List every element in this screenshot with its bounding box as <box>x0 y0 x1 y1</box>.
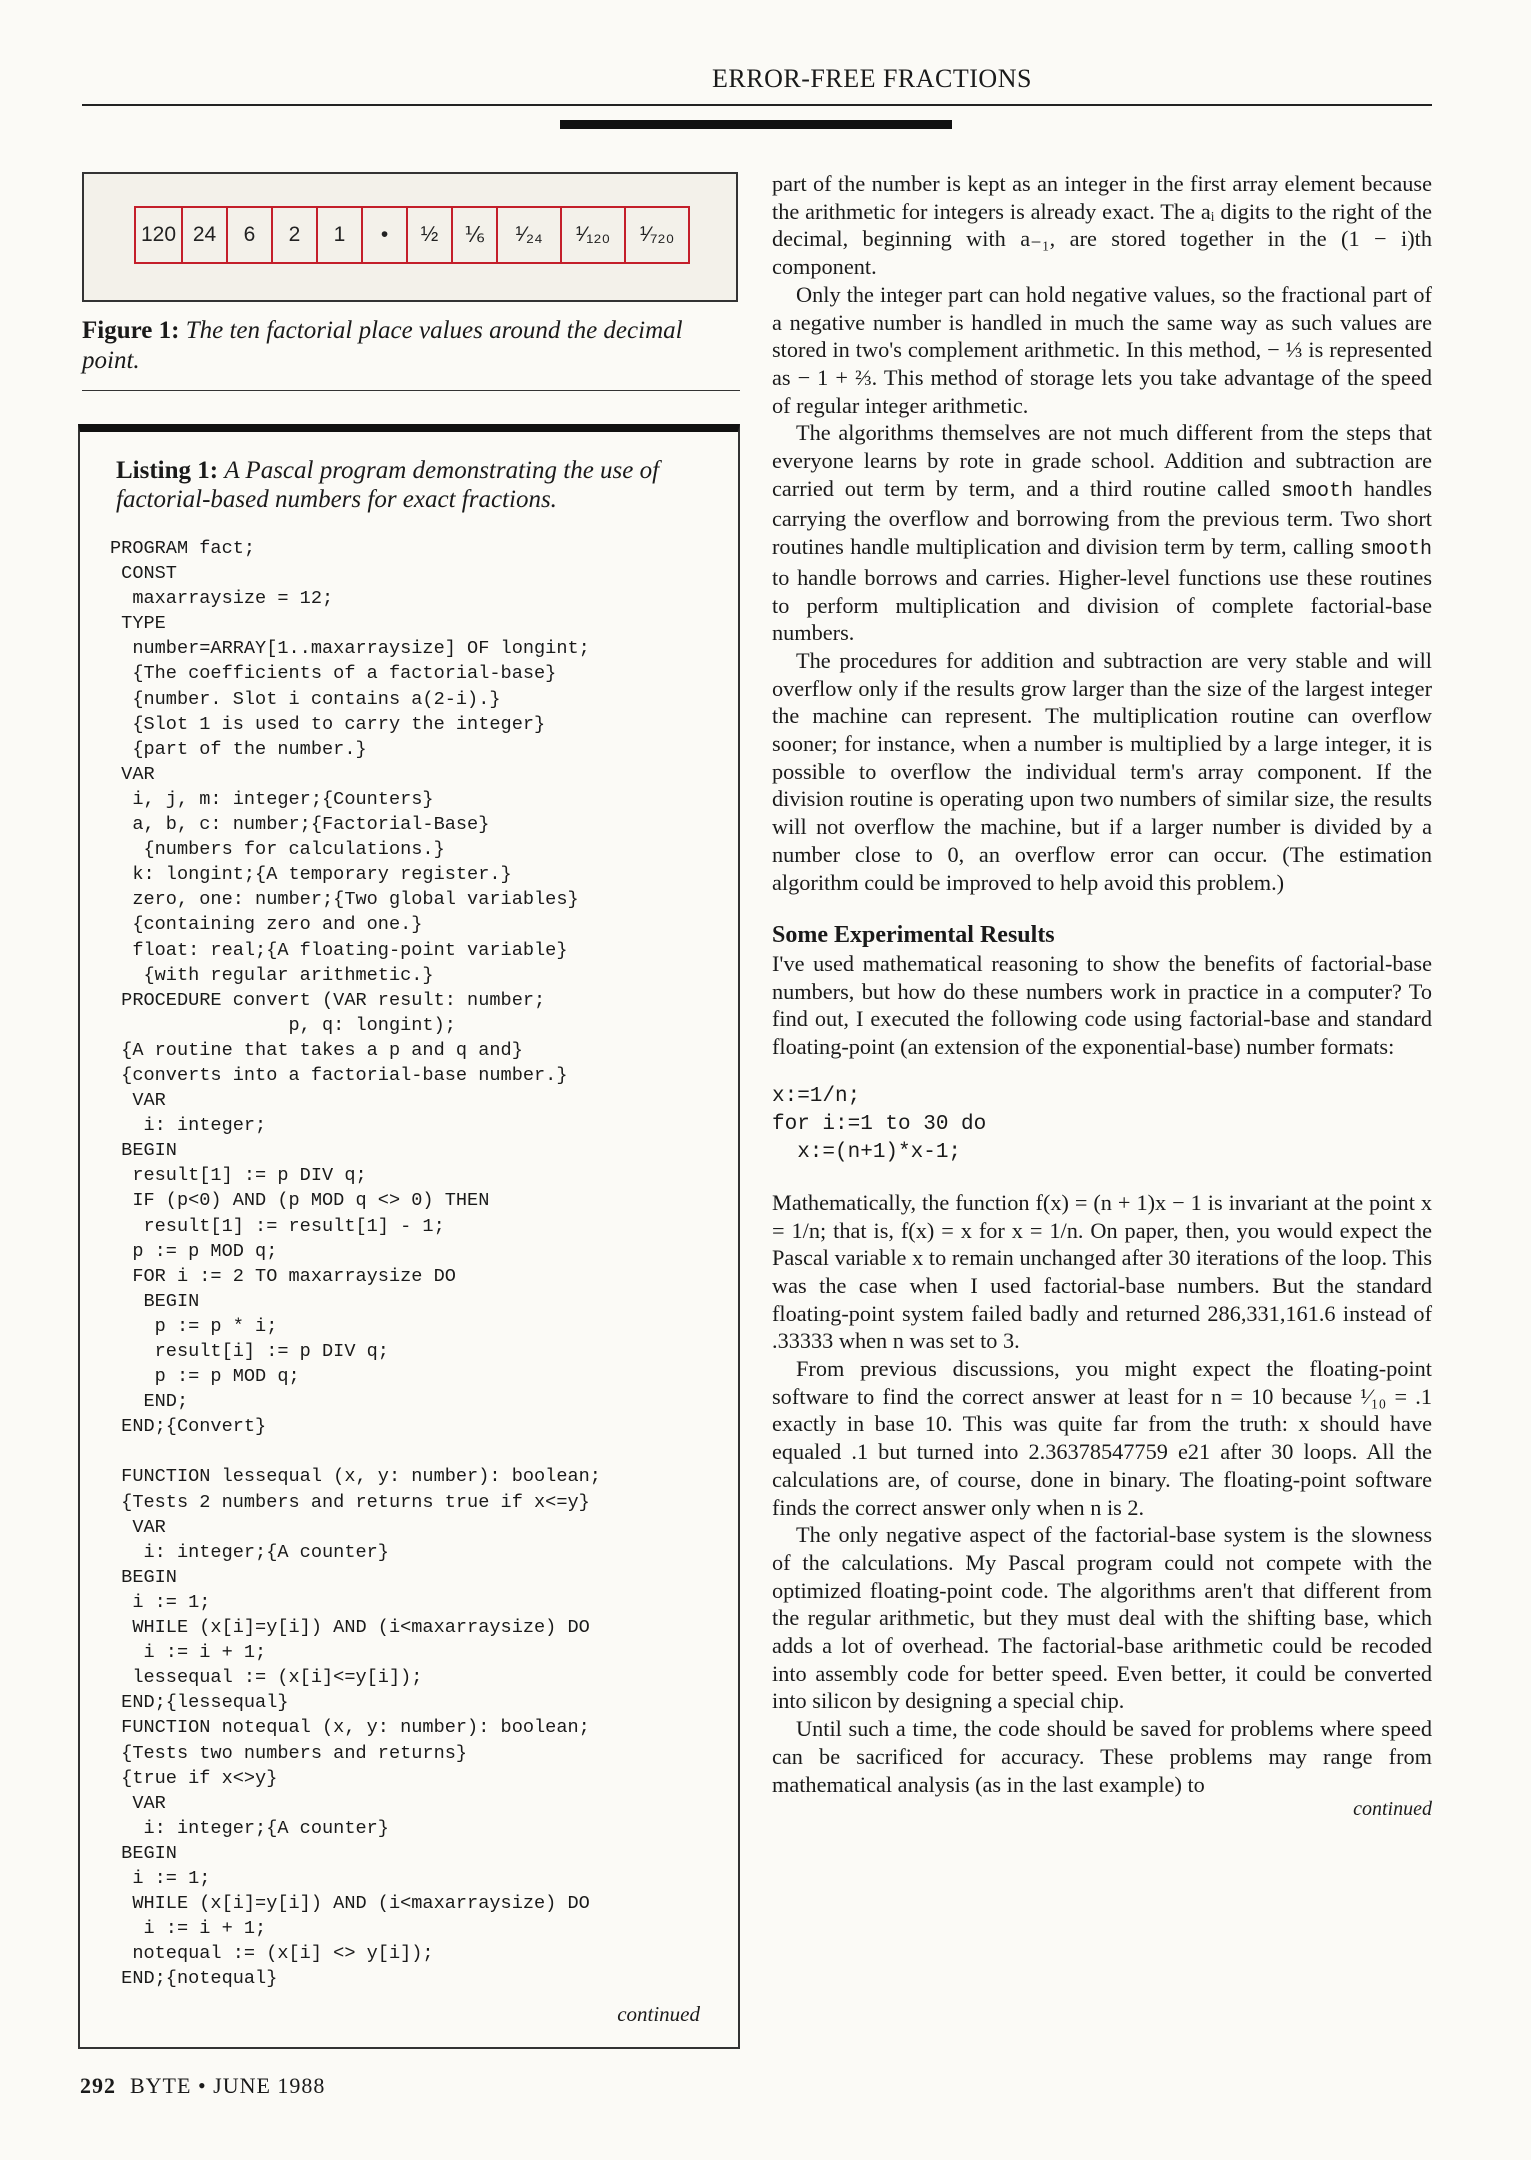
place-cell: 2 <box>273 208 318 262</box>
paragraph: Only the integer part can hold negative values, so the fractional part of a negative number is handled in much the same way as such values are stored in two's complement arithmetic. In this method, − ⅓ is represented as − 1 + ⅔. This method of storage lets you take advantage of the speed of regular integer arithmetic. <box>772 281 1432 418</box>
paragraph: The only negative aspect of the factorial-base system is the slowness of the calculations. My Pascal program could not compete with the optimized floating-point code. The algorithms aren't that different from the regular arithmetic, but they must deal with the shifting base, which adds a lot of overhead. The factorial-base arithmetic could be recoded into assembly code for better speed. Even better, it could be converted into silicon by designing a special chip. <box>772 1522 1432 1714</box>
continued-note: continued <box>617 2002 700 2026</box>
decimal-point-cell: • <box>363 208 408 262</box>
header-rule <box>82 104 1432 106</box>
place-cell: 24 <box>183 208 228 262</box>
place-cell: 120 <box>136 208 183 262</box>
paragraph: The procedures for addition and subtraction are very stable and will overflow only if the results grow larger than the size of the largest integer the machine can represent. The multiplication routine can overflow sooner; for instance, when a number is multiplied by a large integer, it is possible to overflow the individual term's array component. If the division routine is operating upon two numbers of similar size, the results will not overflow the machine, but if a larger number is divided by a number close to 0, an overflow error can occur. (The estimation algorithm could be improved to help avoid this problem.) <box>772 647 1432 895</box>
paragraph: part of the number is kept as an integer in the first array element because the arithmetic for integers is already exact. The aᵢ digits to the right of the decimal, beginning with a₋₁, are stored together in the (1 − i)th component. <box>772 171 1432 280</box>
article-body <box>772 170 1432 1824</box>
listing-title: Listing 1: A Pascal program demonstrating the use of factorial-based numbers for exact fractions. <box>116 457 660 513</box>
paragraph: Mathematically, the function f(x) = (n + 1)x − 1 is invariant at the point x = 1/n; that is, f(x) = x for x = 1/n. On paper, then, you would expect the Pascal variable x to remain unchanged after 30 iterations of the loop. This was the case when I used factorial-base numbers. But the standard floating-point system failed badly and returned 286,331,161.6 instead of .33333 when n was set to 3. <box>772 1189 1432 1354</box>
section-heading: Some Experimental Results <box>772 922 1055 949</box>
place-cell: 6 <box>228 208 273 262</box>
paragraph: The algorithms themselves are not much different from the steps that everyone learns by rote in grade school. Addition and subtraction are carried out term by term, and a third routine called smooth handles carrying the overflow and borrowing from the previous term. Two short routines handle multiplication and division term by term, calling smooth to handle borrows and carries. Higher-level functions use these routines to perform multiplication and division of complete factorial-base numbers. <box>772 420 1433 646</box>
place-cell: ½ <box>408 208 453 262</box>
figure-rule <box>82 390 740 391</box>
page-number: 292 <box>80 2073 116 2098</box>
figure-1-box <box>82 172 738 302</box>
place-cell: ¹⁄₇₂₀ <box>639 223 675 246</box>
page-footer <box>80 2073 325 2099</box>
figure-1-caption: Figure 1: The ten factorial place values around the decimal point. <box>82 317 683 374</box>
code-snippet: x:=1/n; for i:=1 to 30 do x:=(n+1)*x-1; <box>772 1084 987 1164</box>
header-bar <box>560 120 952 129</box>
paragraph: Until such a time, the code should be saved for problems where speed can be sacrificed for accuracy. These problems may range from mathematical analysis (as in the last example) to <box>772 1716 1432 1797</box>
running-header: ERROR-FREE FRACTIONS <box>712 64 1032 93</box>
place-cell: ¹⁄₁₂₀ <box>562 208 626 262</box>
paragraph: I've used mathematical reasoning to show the benefits of factorial-base numbers, but how do these numbers work in practice in a computer? To find out, I executed the following code using factorial-base and standard floating-point (an extension of the exponential-base) number formats: <box>772 950 1432 1060</box>
pascal-code: PROGRAM fact; CONST maxarraysize = 12; TYPE number=ARRAY[1..maxarraysize] OF longint; {The coefficients of a factorial-base} {number. Slot i contains a(2-i).} {Slot 1 is used to carry the integer} {part of the number.} VAR i, j, m: integer;{Counters} a, b, c: number;{Factorial-Base} {numbers for calculations.} k: longint;{A temporary register.} zero, one: number;{Two global variables} {containing zero and one.} float: real;{A floating-point variable} {with regular arithmetic.} PROCEDURE convert (VAR result: number; p, q: longint); {A routine that takes a p and q and} {converts into a factorial-base number.} VAR i: integer; BEGIN result[1] := p DIV q; IF (p<0) AND (p MOD q <> 0) THEN result[1] := result[1] - 1; p := p MOD q; FOR i := 2 TO maxarraysize DO BEGIN p := p * i; result[i] := p DIV q; p := p MOD q; END; END;{Convert} FUNCTION lessequal (x, y: number): boolean; {Tests 2 numbers and returns true if x<=y} VAR i: integer;{A counter} BEGIN i := 1; WHILE (x[i]=y[i]) AND (i<maxarraysize) DO i := i + 1; lessequal := (x[i]<=y[i]); END;{lessequal} FUNCTION notequal (x, y: number): boolean; {Tests two numbers and returns} {true if x<>y} VAR i: integer;{A counter} BEGIN i := 1; WHILE (x[i]=y[i]) AND (i<maxarraysize) DO i := i + 1; notequal := (x[i] <> y[i]); END;{notequal} <box>110 538 601 1990</box>
magazine-issue: BYTE • JUNE 1988 <box>130 2073 326 2098</box>
listing-1-box <box>78 424 740 2049</box>
place-cell: ⅙ <box>453 208 498 262</box>
place-cell: ¹⁄₂₄ <box>498 208 562 262</box>
continued-note: continued <box>1353 1798 1432 1821</box>
paragraph: From previous discussions, you might expect the floating-point software to find the correct answer at least for n = 10 because ¹⁄₁₀ = .1 exactly in base 10. This was quite far from the truth: x should have equaled .1 but turned into 2.36378547759 e21 after 30 loops. All the calculations are, of course, done in binary. The floating-point software finds the correct answer only when n is 2. <box>772 1356 1432 1520</box>
place-value-row <box>134 206 690 264</box>
place-cell: 1 <box>318 208 363 262</box>
